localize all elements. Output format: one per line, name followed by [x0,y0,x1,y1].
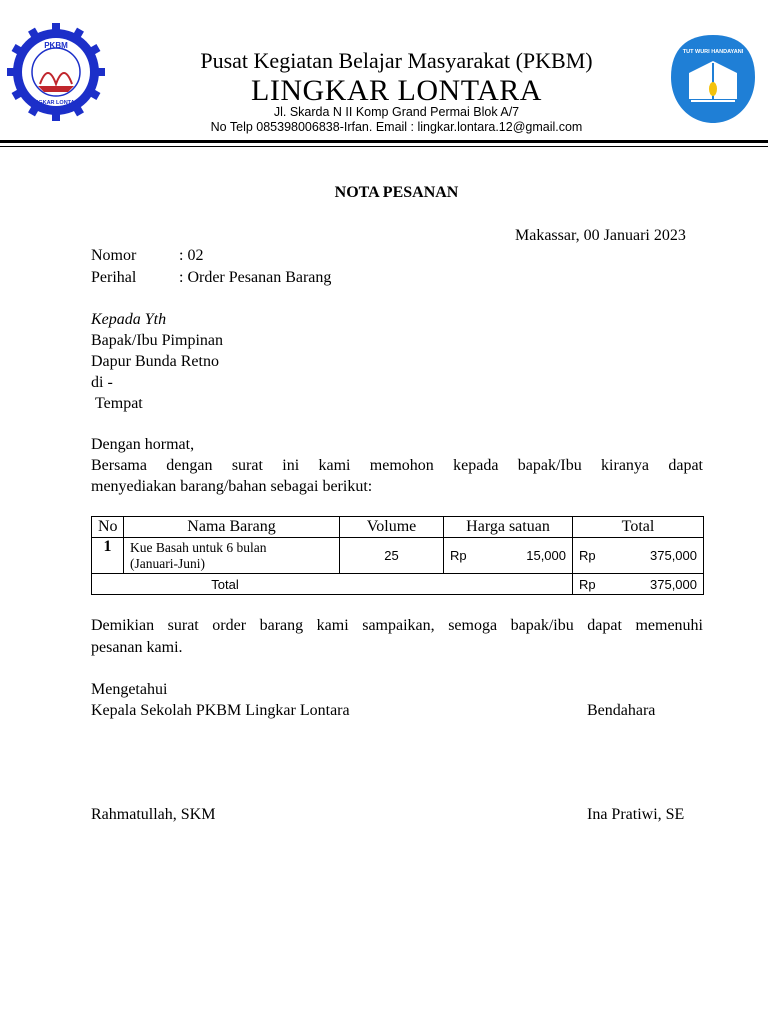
grand-total [573,574,704,595]
perihal-label: Perihal [91,269,137,286]
svg-text:TUT WURI HANDAYANI: TUT WURI HANDAYANI [682,49,744,55]
org-subtitle: Pusat Kegiatan Belajar Masyarakat (PKBM) [200,48,593,73]
document-date: Makassar, 00 Januari 2023 [515,227,686,244]
recipient-line-4: Tempat [95,395,143,412]
kepada-yth: Kepada Yth [91,311,167,328]
row-item-name-line-1: Kue Basah untuk 6 bulan [130,539,267,555]
total-label: Total [92,574,573,595]
greeting: Dengan hormat, [91,436,195,453]
grand-total-currency: Rp [579,576,596,592]
header-divider-thick [0,140,768,143]
header-no: No [92,517,124,538]
nomor-value: : 02 [179,247,204,264]
header-divider-thin [0,146,768,147]
table-row [92,538,704,574]
intro-line-2: menyediakan barang/bahan sebagai berikut: [91,478,373,495]
row-no: 1 [92,538,124,574]
row-total-value: 375,000 [650,548,697,563]
header-volume: Volume [340,517,444,538]
header-harga-satuan: Harga satuan [444,517,573,538]
recipient-line-2: Dapur Bunda Retno [91,353,219,370]
recipient-line-3: di - [91,374,113,391]
perihal-value: : Order Pesanan Barang [179,269,332,286]
header-nama-barang: Nama Barang [124,517,340,538]
row-total-currency: Rp [579,548,596,563]
row-volume: 25 [340,538,444,574]
org-contact: No Telp 085398006838-Irfan. Email : lingkar.lontara.12@gmail.com [210,120,583,134]
mengetahui-label: Mengetahui [91,681,168,698]
org-address: Jl. Skarda N II Komp Grand Permai Blok A/7 [273,105,520,119]
items-table [91,516,704,595]
grand-total-value: 375,000 [650,576,697,592]
right-signatory-title: Bendahara [587,702,656,719]
row-unit-price [444,538,573,574]
table-header-row [92,517,704,538]
row-total [573,538,704,574]
row-unit-price-value: 15,000 [526,548,566,563]
left-signatory-title: Kepala Sekolah PKBM Lingkar Lontara [91,702,350,719]
recipient-line-1: Bapak/Ibu Pimpinan [91,332,223,349]
org-name: LINGKAR LONTARA [251,74,542,107]
row-item-name-line-2: (Januari-Juni) [130,555,205,571]
svg-text:LINGKAR LONTARA: LINGKAR LONTARA [29,100,83,106]
document-title: NOTA PESANAN [334,184,459,201]
svg-text:PKBM: PKBM [44,41,68,50]
row-item-name [124,538,340,574]
left-signatory-name: Rahmatullah, SKM [91,806,216,823]
right-signatory-name: Ina Pratiwi, SE [587,806,685,823]
nomor-label: Nomor [91,247,137,264]
intro-line-1: Bersama dengan surat ini kami memohon kepada bapak/Ibu kiranya dapat [91,457,703,474]
closing-line-2: pesanan kami. [91,639,183,656]
closing-line-1: Demikian surat order barang kami sampaikan, semoga bapak/ibu dapat memenuhi [91,617,703,634]
table-total-row [92,574,704,595]
header-total: Total [573,517,704,538]
row-unit-price-currency: Rp [450,548,467,563]
